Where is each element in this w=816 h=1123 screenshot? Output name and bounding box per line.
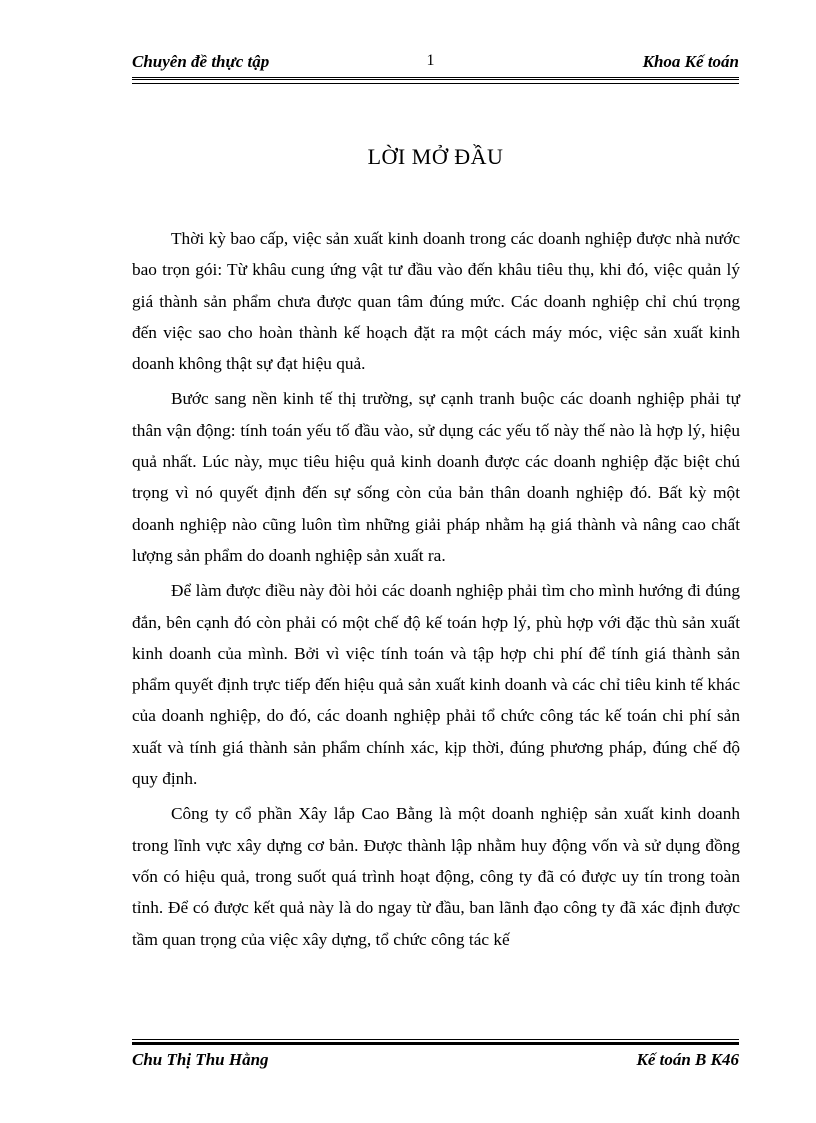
page-title: LỜI MỞ ĐẦU (367, 144, 504, 169)
footer-author: Chu Thị Thu Hằng (132, 1050, 269, 1069)
page-footer (132, 1050, 739, 1074)
body-text (132, 223, 740, 959)
footer-divider (132, 1039, 739, 1046)
footer-class: Kế toán B K46 (636, 1050, 739, 1069)
header-document-type: Chuyên đề thực tập (132, 52, 270, 71)
paragraph: Bước sang nền kinh tế thị trường, sự cạnh tranh buộc các doanh nghiệp phải tự thân vận động: tính toán yếu tố đầu vào, sử dụng các yếu tố này thế nào là hợp lý, hiệu quả nhất. Lúc này, mục tiêu hiệu quả kinh doanh được các doanh nghiệp đặc biệt chú trọng vì nó quyết định đến sự sống còn của bản thân doanh nghiệp đó. Bất kỳ một doanh nghiệp nào cũng luôn tìm những giải pháp nhằm hạ giá thành và nâng cao chất lượng sản phẩm do doanh nghiệp sản xuất ra. (132, 389, 740, 565)
header-divider (132, 77, 739, 86)
paragraph: Công ty cổ phần Xây lắp Cao Bằng là một doanh nghiệp sản xuất kinh doanh trong lĩnh vực xây dựng cơ bản. Được thành lập nhằm huy động vốn và sử dụng đồng vốn có hiệu quả, trong suốt quá trình hoạt động, công ty đã có được uy tín trong toàn tỉnh. Để có được kết quả này là do ngay từ đầu, ban lãnh đạo công ty đã xác định được tầm quan trọng của việc xây dựng, tổ chức công tác kế (132, 804, 740, 949)
paragraph: Thời kỳ bao cấp, việc sản xuất kinh doanh trong các doanh nghiệp được nhà nước bao trọn gói: Từ khâu cung ứng vật tư đầu vào đến khâu tiêu thụ, khi đó, việc quản lý giá thành sản phẩm chưa được quan tâm đúng mức. Các doanh nghiệp chỉ chú trọng đến việc sao cho hoàn thành kế hoạch đặt ra một cách máy móc, việc sản xuất kinh doanh không thật sự đạt hiệu quả. (132, 229, 740, 374)
header-department: Khoa Kế toán (642, 52, 739, 71)
page-header (132, 52, 739, 76)
paragraph: Để làm được điều này đòi hỏi các doanh nghiệp phải tìm cho mình hướng đi đúng đắn, bên cạnh đó còn phải có một chế độ kế toán hợp lý, phù hợp với đặc thù sản xuất kinh doanh của mình. Bởi vì việc tính toán và tập hợp chi phí để tính giá thành sản phẩm quyết định trực tiếp đến hiệu quả sản xuất kinh doanh và các chỉ tiêu kinh tế khác của doanh nghiệp, do đó, các doanh nghiệp phải tổ chức công tác kế toán chi phí sản xuất và tính giá thành sản phẩm chính xác, kịp thời, đúng phương pháp, đúng chế độ quy định. (132, 581, 740, 789)
page-number: 1 (426, 52, 435, 69)
